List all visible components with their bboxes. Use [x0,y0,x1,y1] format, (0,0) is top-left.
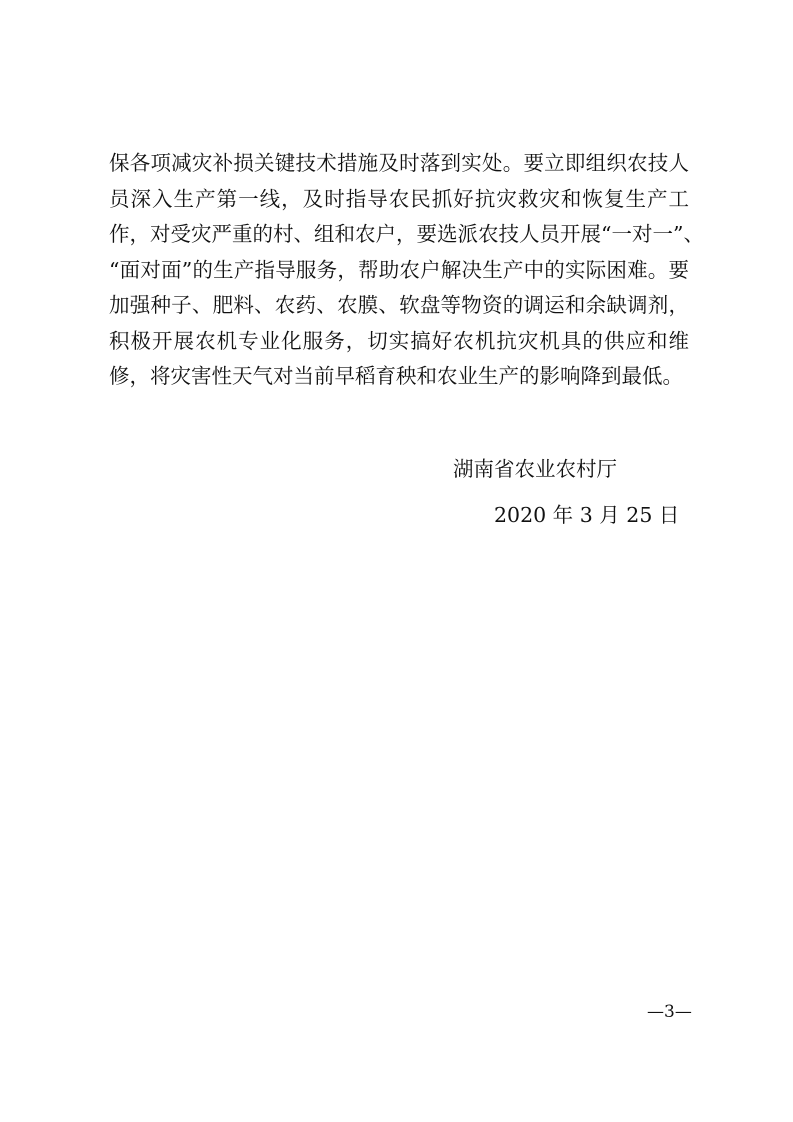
paragraph-line: 作，对受灾严重的村、组和农户，要选派农技人员开展“一对一”、 [109,222,704,246]
paragraph-line: “面对面”的生产指导服务，帮助农户解决生产中的实际困难。要 [109,257,689,282]
paragraph-line: 保各项减灾补损关键技术措施及时落到实处。要立即组织农技人 [109,151,689,175]
issuing-organization: 湖南省农业农村厅 [453,457,617,481]
paragraph-line: 修，将灾害性天气对当前早稻育秧和农业生产的影响降到最低。 [109,364,683,388]
paragraph-line: 员深入生产第一线，及时指导农民抓好抗灾救灾和恢复生产工 [109,186,689,211]
page-number: —3— [647,1002,692,1022]
issue-date: 2020 年 3 月 25 日 [494,503,680,527]
paragraph-line: 加强种子、肥料、农药、农膜、软盘等物资的调运和余缺调剂， [109,293,689,317]
paragraph-line: 积极开展农机专业化服务，切实搞好农机抗灾机具的供应和维 [109,328,689,353]
body-paragraph [109,146,704,395]
